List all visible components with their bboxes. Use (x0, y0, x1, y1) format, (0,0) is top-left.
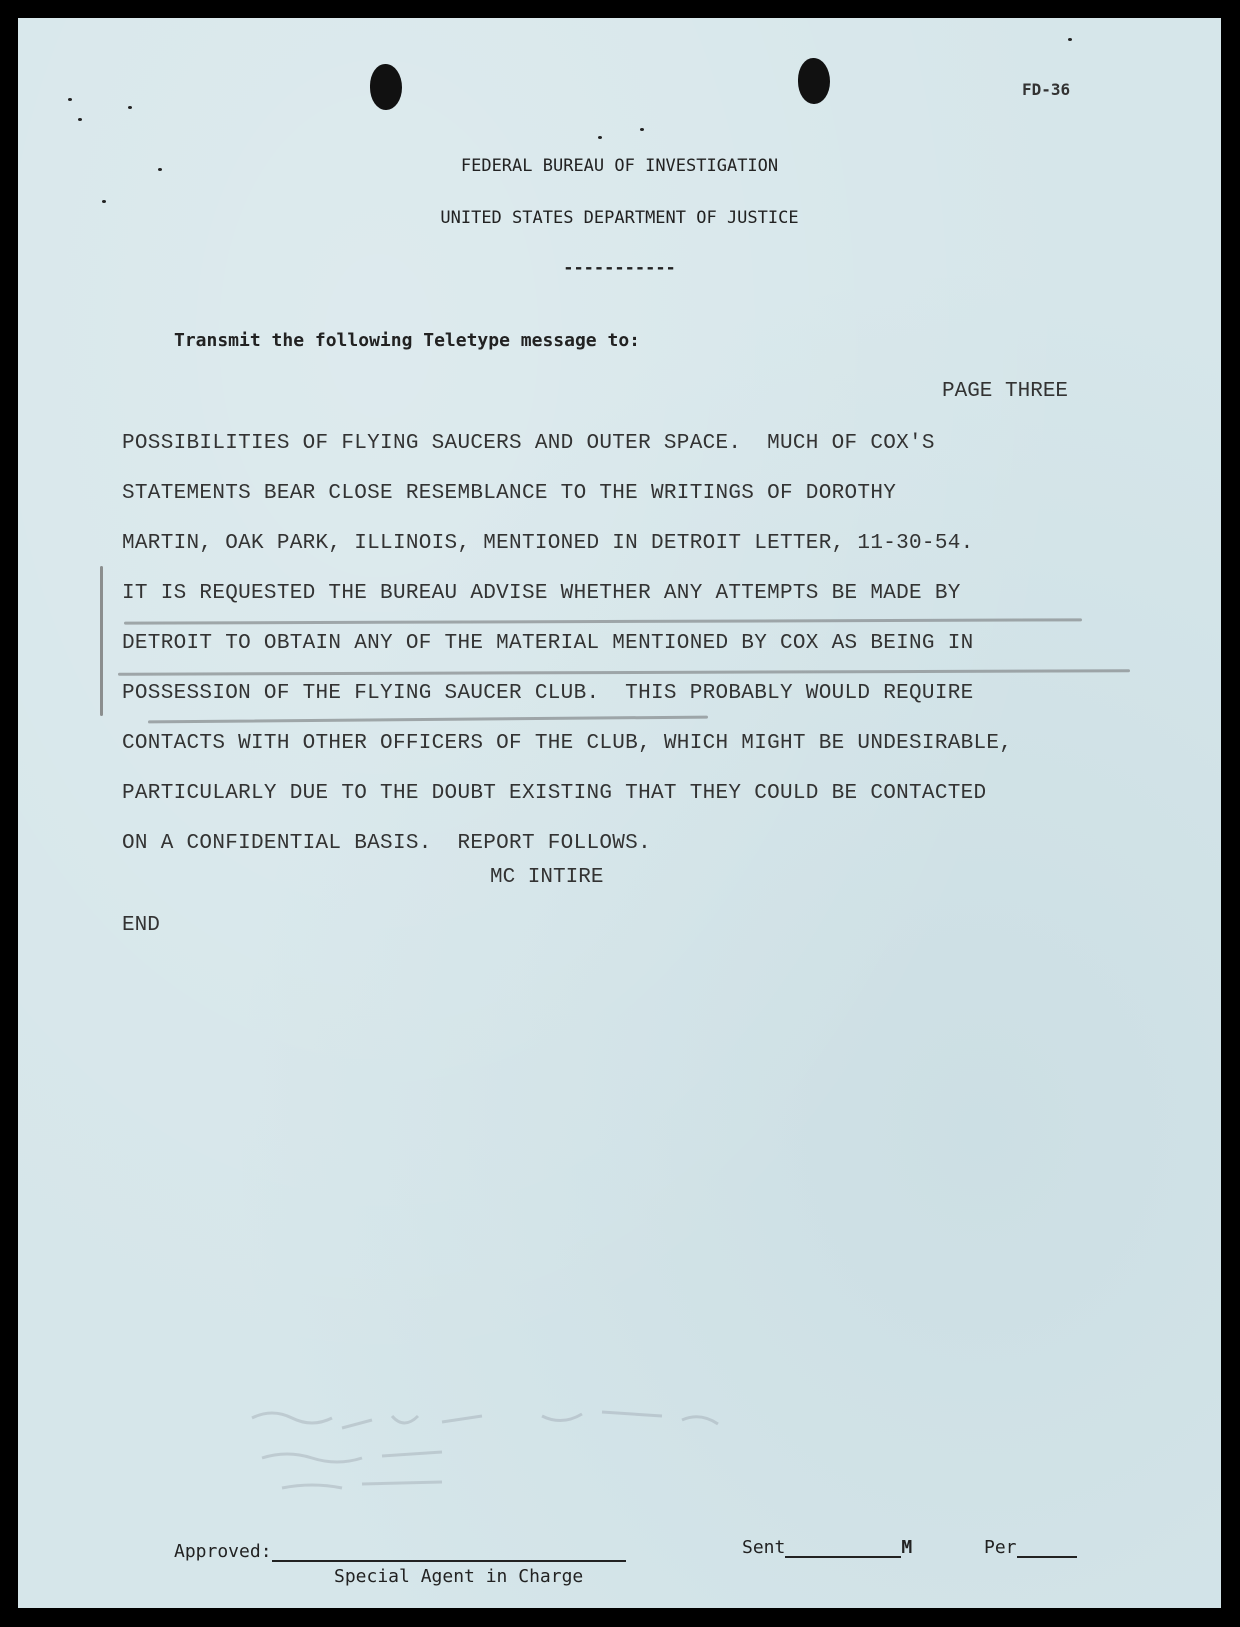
speck-mark (102, 200, 106, 203)
per-blank[interactable] (1017, 1536, 1077, 1558)
speck-mark (640, 128, 644, 131)
per-label: Per (984, 1537, 1017, 1558)
per-field (984, 1536, 1077, 1558)
agency-title: FEDERAL BUREAU OF INVESTIGATION (460, 156, 779, 176)
department-title: UNITED STATES DEPARTMENT OF JUSTICE (440, 208, 799, 228)
speck-mark (78, 118, 82, 121)
speck-mark (598, 136, 602, 139)
message-line: MARTIN, OAK PARK, ILLINOIS, MENTIONED IN DETROIT LETTER, 11-30-54. (122, 532, 974, 555)
document-page (18, 18, 1221, 1608)
sent-field (742, 1536, 912, 1558)
approved-field (174, 1540, 626, 1562)
message-line: DETROIT TO OBTAIN ANY OF THE MATERIAL MENTIONED BY COX AS BEING IN (122, 632, 974, 655)
sent-label: Sent (742, 1537, 786, 1558)
message-line: IT IS REQUESTED THE BUREAU ADVISE WHETHER ANY ATTEMPTS BE MADE BY (122, 582, 961, 605)
message-line: ON A CONFIDENTIAL BASIS. REPORT FOLLOWS. (122, 832, 651, 855)
message-body (122, 430, 1202, 880)
message-line: PARTICULARLY DUE TO THE DOUBT EXISTING THAT THEY COULD BE CONTACTED (122, 782, 987, 805)
message-line: STATEMENTS BEAR CLOSE RESEMBLANCE TO THE WRITINGS OF DOROTHY (122, 482, 897, 505)
pencil-margin-bracket (100, 566, 103, 716)
punch-hole-right (798, 58, 830, 104)
transmit-instruction: Transmit the following Teletype message to: (174, 330, 640, 351)
special-agent-caption: Special Agent in Charge (334, 1566, 584, 1587)
speck-mark (1068, 38, 1072, 41)
approved-label: Approved: (174, 1541, 272, 1562)
punch-hole-left (370, 64, 402, 110)
sent-blank[interactable] (785, 1536, 901, 1558)
speck-mark (68, 98, 72, 101)
end-marker: END (122, 914, 160, 937)
approved-blank[interactable] (272, 1540, 626, 1562)
sent-suffix: M (901, 1537, 913, 1558)
faded-stamp-mark (242, 1398, 802, 1508)
header-rule: ----------- (563, 258, 676, 278)
message-line: POSSESSION OF THE FLYING SAUCER CLUB. THIS PROBABLY WOULD REQUIRE (122, 682, 974, 705)
form-code: FD-36 (1022, 80, 1071, 99)
signature-name: MC INTIRE (490, 866, 604, 889)
page-number: PAGE THREE (942, 380, 1069, 403)
message-line: CONTACTS WITH OTHER OFFICERS OF THE CLUB, WHICH MIGHT BE UNDESIRABLE, (122, 732, 1013, 755)
speck-mark (128, 106, 132, 109)
message-line: POSSIBILITIES OF FLYING SAUCERS AND OUTER SPACE. MUCH OF COX'S (122, 432, 935, 455)
